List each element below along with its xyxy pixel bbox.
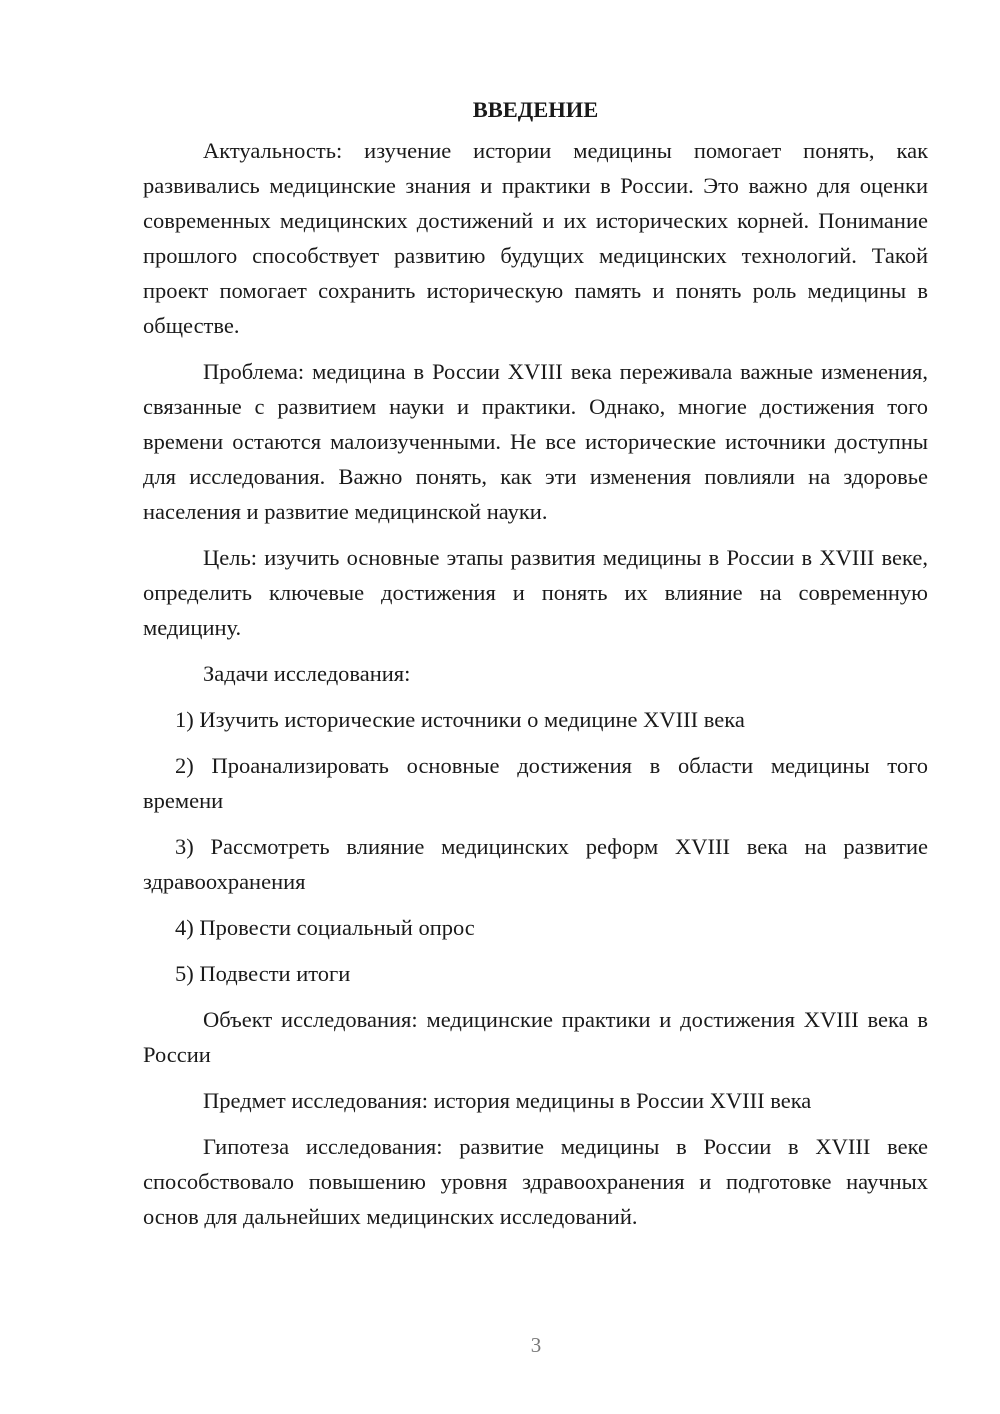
- paragraph-goal: Цель: изучить основные этапы развития медицины в России в XVIII веке, определить ключевые достижения и понять их влияние на современную медицину.: [143, 545, 928, 640]
- page-number: 3: [530, 1333, 542, 1357]
- paragraph-problem: Проблема: медицина в России XVIII века переживала важные изменения, связанные с развитием науки и практики. Однако, многие достижения того времени остаются малоизученными. Не все исторические источники доступны для исследования. Важно понять, как эти изменения повлияли на здоровье населения и развитие медицинской науки.: [143, 359, 928, 524]
- paragraph-object: Объект исследования: медицинские практики и достижения XVIII века в России: [143, 1007, 928, 1067]
- paragraph-relevance: Актуальность: изучение истории медицины помогает понять, как развивались медицинские знания и практики в России. Это важно для оценки современных медицинских достижений и их исторических корней. Понимание прошлого способствует развитию будущих медицинских технологий. Такой проект помогает сохранить историческую память и понять роль медицины в обществе.: [143, 138, 928, 338]
- task-item: 4) Провести социальный опрос: [175, 915, 475, 940]
- task-item: 1) Изучить исторические источники о медицине XVIII века: [175, 707, 745, 732]
- task-item: 3) Рассмотреть влияние медицинских реформ XVIII века на развитие здравоохранения: [143, 834, 928, 894]
- section-title: ВВЕДЕНИЕ: [472, 97, 599, 122]
- task-item: 5) Подвести итоги: [175, 961, 351, 986]
- paragraph-tasks-heading: Задачи исследования:: [203, 661, 411, 686]
- document-page: [143, 92, 928, 1245]
- task-item: 2) Проанализировать основные достижения в области медицины того времени: [143, 753, 928, 813]
- paragraph-hypothesis: Гипотеза исследования: развитие медицины в России в XVIII веке способствовало повышению уровня здравоохранения и подготовке научных основ для дальнейших медицинских исследований.: [143, 1134, 928, 1229]
- paragraph-subject: Предмет исследования: история медицины в России XVIII века: [203, 1088, 812, 1113]
